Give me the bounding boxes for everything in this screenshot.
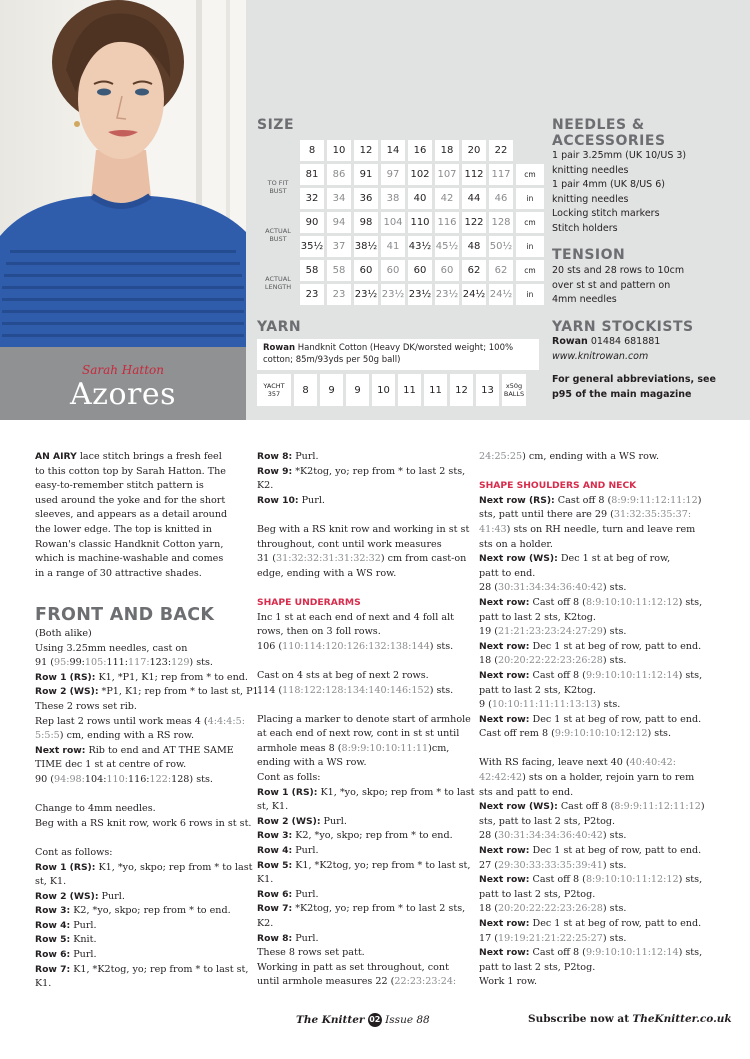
row-instruction: Row 5: Knit. [35, 934, 97, 946]
row-instruction: Row 5: K1, *K2tog, yo; rep from * to last st, [257, 859, 471, 871]
tension-heading: TENSION [552, 247, 626, 263]
table-cell: 24½ [462, 284, 486, 305]
table-cell: 23 [300, 284, 324, 305]
actual-length-cm-row [259, 260, 544, 281]
text-line: 19 (21:21:23:23:24:27:29) sts. [479, 626, 627, 638]
intro-line: easy-to-remember stitch pattern is [35, 480, 204, 492]
table-cell: 40 [408, 188, 432, 209]
text-line: sts, patt to last 2 sts, P2tog. [479, 815, 616, 827]
intro-column [35, 450, 227, 581]
text-line: Change to 4mm needles. [35, 803, 156, 815]
text-line: 91 (95:99:105:111:117:123:129) sts. [35, 657, 213, 669]
text-line: K2. [257, 480, 274, 492]
size-cell: 12 [354, 140, 378, 161]
needles-list [552, 149, 686, 237]
table-cell: 24½ [489, 284, 513, 305]
unit-cell: cm [516, 164, 544, 185]
needles-heading [552, 117, 666, 149]
text-line: 28 (30:31:34:34:36:40:42) sts. [479, 582, 627, 594]
row-instruction: Row 1 (RS): K1, *P1, K1; rep from * to end. [35, 671, 248, 683]
unit-cell: in [516, 236, 544, 257]
to-fit-in-row [259, 188, 544, 209]
table-cell: 23½ [381, 284, 405, 305]
text-line: 5:5:5) cm, ending with a RS row. [35, 730, 195, 742]
text-line: (Both alike) [35, 628, 92, 639]
size-row [259, 140, 544, 161]
quantity-cell: 10 [372, 374, 395, 406]
text-line: patt to last 2 sts, K2tog. [479, 684, 596, 696]
intro-line: Rowan's classic Handknit Cotton yarn, [35, 538, 224, 550]
table-cell: 36 [354, 188, 378, 209]
tension-text [552, 264, 684, 308]
table-cell: 86 [327, 164, 351, 185]
stockist-name: Rowan [552, 336, 588, 347]
table-cell: 23½ [354, 284, 378, 305]
text-line: st, K1. [35, 876, 67, 888]
row-instruction: Next row: Cast off 8 (8:9:10:10:11:12:12) sts, [479, 874, 703, 886]
table-cell: 50½ [489, 236, 513, 257]
size-cell: 22 [489, 140, 513, 161]
table-cell: 62 [462, 260, 486, 281]
shade-number: 357 [267, 390, 281, 398]
table-cell: 23 [327, 284, 351, 305]
text-line: Cont as follows: [35, 846, 113, 858]
row-instruction: Row 7: *K2tog, yo; rep from * to last 2 sts, [257, 903, 466, 915]
title-box [0, 347, 246, 420]
text-line: Inc 1 st at each end of next and 4 foll alt [257, 611, 454, 623]
table-cell: 46 [489, 188, 513, 209]
yarn-desc-line-2: cotton; 85m/93yds per 50g ball) [263, 355, 401, 365]
text-line: Beg with a RS knit row and working in st st [257, 523, 470, 535]
row-instruction: Next row: Dec 1 st at beg of row, patt to end. [479, 845, 702, 857]
text-line: 17 (19:19:21:21:22:25:27) sts. [479, 932, 627, 944]
table-cell: 60 [381, 260, 405, 281]
text-line: 42:42:42) sts on a holder, rejoin yarn to rem [479, 772, 695, 784]
middle-column [257, 450, 475, 990]
intro-line: to this cotton top by Sarah Hatton. The [35, 465, 226, 477]
quantity-cell: 11 [424, 374, 447, 406]
issue-number: Issue 88 [385, 1014, 430, 1026]
list-item: over st st and pattern on [552, 279, 671, 291]
text-line: 41:43) sts on RH needle, turn and leave rem [479, 523, 696, 535]
size-cell: 20 [462, 140, 486, 161]
designer-name: Sarah Hatton [81, 363, 165, 377]
row-instruction: Next row (RS): Cast off 8 (8:9:9:11:12:11:12) [479, 494, 702, 506]
text-line: sts on a holder. [479, 538, 553, 550]
pattern-title: Azores [69, 377, 177, 412]
row-instruction: Next row: Dec 1 st at beg of row, patt to end. [479, 918, 702, 929]
table-cell: 94 [327, 212, 351, 233]
text-line: armhole meas 8 (8:9:9:10:10:11:11)cm, [257, 742, 450, 754]
table-cell: 60 [435, 260, 459, 281]
text-line: Placing a marker to denote start of armhole [257, 713, 471, 725]
text-line: sts, patt until there are 29 (31:32:35:35:37: [479, 509, 692, 521]
table-cell: 110 [408, 212, 432, 233]
text-line: 27 (29:30:33:33:35:39:41) sts. [479, 859, 627, 871]
text-line: TIME dec 1 st at centre of row. [35, 759, 187, 771]
table-cell: 117 [489, 164, 513, 185]
text-line: K2. [257, 918, 274, 929]
table-cell: 41 [381, 236, 405, 257]
stockists-heading: YARN STOCKISTS [552, 319, 694, 335]
model-photo [0, 0, 246, 347]
row-instruction: Row 6: Purl. [35, 949, 97, 961]
table-cell: 90 [300, 212, 324, 233]
row-instruction: Next row: Cast off 8 (8:9:10:10:11:12:12) sts, [479, 596, 703, 608]
text-line: K1. [257, 874, 274, 886]
table-cell: 38 [381, 188, 405, 209]
subscribe-label: Subscribe now at [528, 1013, 630, 1025]
quantity-cell: 9 [320, 374, 343, 406]
row-instruction: Row 8: Purl. [257, 451, 319, 462]
text-line: patt to last 2 sts, K2tog. [479, 611, 596, 623]
text-line: K1. [35, 978, 52, 990]
text-line: 114 (118:122:128:134:140:146:152) sts. [257, 684, 454, 696]
table-cell: 102 [408, 164, 432, 185]
model-illustration [0, 0, 246, 347]
actual-bust-label: ACTUAL BUST [265, 226, 291, 243]
text-line: 24:25:25) cm, ending with a WS row. [479, 451, 659, 462]
unit-balls: BALLS [503, 390, 525, 398]
text-line: edge, ending with a WS row. [257, 567, 397, 579]
unit-cell: cm [516, 260, 544, 281]
row-instruction: Row 4: Purl. [35, 919, 97, 931]
table-cell: 107 [435, 164, 459, 185]
unit-cell: cm [516, 212, 544, 233]
list-item: 1 pair 4mm (UK 8/US 6) [552, 179, 665, 191]
text-line: 18 (20:20:22:22:23:26:28) sts. [479, 655, 627, 667]
table-cell: 48 [462, 236, 486, 257]
text-line: 106 (110:114:120:126:132:138:144) sts. [257, 640, 454, 652]
list-item: 1 pair 3.25mm (UK 10/US 3) [552, 150, 687, 161]
text-line: Rep last 2 rows until work meas 4 (4:4:4:5: [35, 715, 245, 727]
yarn-quantity-table [254, 371, 529, 409]
actual-bust-in-row [259, 236, 544, 257]
text-line: ending with a WS row. [257, 757, 367, 769]
table-cell: 37 [327, 236, 351, 257]
intro-line: which is machine-washable and comes [35, 553, 224, 565]
actual-length-in-row [259, 284, 544, 305]
quantity-unit [502, 374, 526, 406]
text-line: With RS facing, leave next 40 (40:40:42: [479, 757, 676, 769]
text-line: Using 3.25mm needles, cast on [35, 642, 188, 654]
size-cell: 18 [435, 140, 459, 161]
row-instruction: Next row: Dec 1 st at beg of row, patt to end. [479, 713, 702, 725]
size-cell: 8 [300, 140, 324, 161]
table-cell: 60 [354, 260, 378, 281]
list-item: Locking stitch markers [552, 208, 660, 220]
text-line: Cast on 4 sts at beg of next 2 rows. [257, 669, 429, 681]
intro-line: AN AIRY lace stitch brings a fresh feel [35, 451, 222, 462]
stockist-website[interactable]: www.knitrowan.com [552, 350, 649, 362]
intro-line: used around the yoke and for the short [35, 494, 226, 506]
row-instruction: Row 3: K2, *yo, skpo; rep from * to end. [257, 830, 453, 842]
stockist-phone: 01484 681881 [590, 336, 661, 347]
unit-cell: in [516, 188, 544, 209]
row-instruction: Row 7: K1, *K2tog, yo; rep from * to last st, [35, 963, 249, 975]
needles-heading-line: ACCESSORIES [552, 133, 666, 149]
row-instruction: Next row: Cast off 8 (9:9:10:10:11:12:14) sts, [479, 947, 703, 959]
text-line: 28 (30:31:34:34:36:40:42) sts. [479, 830, 627, 842]
text-line: Work 1 row. [479, 976, 538, 988]
text-line: Cont as folls: [257, 772, 321, 784]
stockists-text [552, 335, 716, 402]
row-instruction: Next row: Cast off 8 (9:9:10:10:11:12:14) sts, [479, 669, 703, 681]
table-cell: 62 [489, 260, 513, 281]
unit-weight: x50g [505, 382, 523, 390]
to-fit-bust-label: TO FIT BUST [267, 178, 289, 195]
text-line: until armhole measures 22 (22:23:23:24: [257, 976, 457, 988]
intro-line: the lower edge. The top is knitted in [35, 523, 212, 535]
list-item: 20 sts and 28 rows to 10cm [552, 265, 685, 276]
table-cell: 104 [381, 212, 405, 233]
table-cell: 43½ [408, 236, 432, 257]
yarn-brand: Rowan [263, 343, 296, 353]
yarn-heading: YARN [257, 319, 302, 335]
text-line: 31 (31:32:32:31:31:32:32) cm from cast-on [257, 553, 467, 565]
row-instruction: Next row (WS): Cast off 8 (8:9:9:11:12:11:12) [479, 801, 705, 813]
row-instruction: Row 1 (RS): K1, *yo, skpo; rep from * to last [257, 786, 475, 798]
table-cell: 97 [381, 164, 405, 185]
shape-underarms-heading: SHAPE UNDERARMS [257, 596, 361, 608]
row-instruction: Row 2 (WS): Purl. [35, 890, 125, 902]
to-fit-cm-row [259, 164, 544, 185]
shade-label [257, 374, 291, 406]
list-item: 4mm needles [552, 294, 617, 306]
row-instruction: Row 2 (WS): *P1, K1; rep from * to last st, P1. [35, 686, 262, 698]
text-line: Working in patt as set throughout, cont [257, 961, 449, 973]
quantity-cell: 11 [398, 374, 421, 406]
table-cell: 60 [408, 260, 432, 281]
yarn-description [257, 339, 539, 370]
size-table [256, 137, 547, 308]
size-cell: 14 [381, 140, 405, 161]
shoulders-column [479, 450, 705, 990]
row-instruction: Row 10: Purl. [257, 494, 325, 506]
needles-heading-line: NEEDLES & [552, 117, 645, 133]
size-heading: SIZE [257, 117, 295, 133]
table-cell: 32 [300, 188, 324, 209]
row-instruction: Row 9: *K2tog, yo; rep from * to last 2 sts, [257, 465, 466, 477]
shape-shoulders-heading: SHAPE SHOULDERS AND NECK [479, 480, 637, 492]
text-line: Beg with a RS knit row, work 6 rows in st st. [35, 817, 252, 829]
quantity-cell: 8 [294, 374, 317, 406]
table-cell: 112 [462, 164, 486, 185]
text-line: st, K1. [257, 801, 289, 813]
text-line: patt to end. [479, 567, 536, 579]
row-instruction: Row 6: Purl. [257, 888, 319, 900]
table-cell: 58 [300, 260, 324, 281]
text-line: 18 (20:20:22:22:23:26:28) sts. [479, 903, 627, 915]
table-cell: 35½ [300, 236, 324, 257]
quantity-cell: 13 [476, 374, 499, 406]
page-number: 02 [368, 1013, 382, 1027]
text-line: Cast off rem 8 (9:9:10:10:10:12:12) sts. [479, 728, 672, 740]
quantity-cell: 9 [346, 374, 369, 406]
text-line: These 2 rows set rib. [35, 700, 137, 712]
front-back-column [35, 627, 262, 992]
list-item: knitting needles [552, 164, 629, 176]
text-line: throughout, cont until work measures [257, 538, 442, 550]
actual-length-label: ACTUAL LENGTH [264, 274, 292, 291]
table-cell: 81 [300, 164, 324, 185]
quantity-cell: 12 [450, 374, 473, 406]
unit-cell: in [516, 284, 544, 305]
size-cell: 10 [327, 140, 351, 161]
abbreviations-note: p95 of the main magazine [552, 388, 692, 400]
footer-subscribe [528, 1013, 732, 1025]
table-cell: 34 [327, 188, 351, 209]
text-line: patt to last 2 sts, P2tog. [479, 888, 596, 900]
table-cell: 45½ [435, 236, 459, 257]
abbreviations-note: For general abbreviations, see [552, 374, 716, 386]
table-cell: 23½ [408, 284, 432, 305]
row-instruction: Next row (WS): Dec 1 st at beg of row, [479, 553, 671, 565]
row-instruction: Next row: Dec 1 st at beg of row, patt to end. [479, 640, 702, 652]
row-instruction: Row 4: Purl. [257, 845, 319, 857]
size-cell: 16 [408, 140, 432, 161]
table-cell: 128 [489, 212, 513, 233]
table-cell: 23½ [435, 284, 459, 305]
row-instruction: Next row: Rib to end and AT THE SAME [35, 744, 234, 756]
table-cell: 44 [462, 188, 486, 209]
row-instruction: Row 3: K2, *yo, skpo; rep from * to end. [35, 905, 231, 917]
intro-line: sleeves, and appears as a detail around [35, 509, 228, 521]
list-item: knitting needles [552, 193, 629, 205]
text-line: sts and patt to end. [479, 786, 574, 798]
subscribe-link[interactable]: TheKnitter.co.uk [632, 1013, 732, 1025]
text-line: patt to last 2 sts, P2tog. [479, 961, 596, 973]
shade-name: YACHT [263, 382, 285, 390]
table-cell: 42 [435, 188, 459, 209]
front-and-back-heading: FRONT AND BACK [35, 605, 215, 625]
text-line: These 8 rows set patt. [257, 947, 365, 959]
table-cell: 98 [354, 212, 378, 233]
text-line: 90 (94:98:104:110:116:122:128) sts. [35, 773, 213, 785]
yarn-desc-line: Handknit Cotton (Heavy DK/worsted weight; 100% [297, 343, 514, 353]
row-instruction: Row 2 (WS): Purl. [257, 815, 347, 827]
table-cell: 58 [327, 260, 351, 281]
text-line: rows, then on 3 foll rows. [257, 626, 381, 638]
table-cell: 91 [354, 164, 378, 185]
table-cell: 122 [462, 212, 486, 233]
actual-bust-cm-row [259, 212, 544, 233]
row-instruction: Row 8: Purl. [257, 932, 319, 944]
table-cell: 38½ [354, 236, 378, 257]
list-item: Stitch holders [552, 222, 618, 234]
intro-lead: AN AIRY [35, 451, 77, 462]
table-cell: 116 [435, 212, 459, 233]
footer-issue [296, 1013, 430, 1027]
row-instruction: Row 1 (RS): K1, *yo, skpo; rep from * to last [35, 861, 253, 873]
text-line: at each end of next row, cont in st st until [257, 728, 460, 740]
magazine-name: The Knitter [296, 1014, 365, 1026]
text-line: 9 (10:10:11:11:11:13:13) sts. [479, 699, 621, 711]
intro-line: in a range of 30 attractive shades. [35, 567, 202, 579]
